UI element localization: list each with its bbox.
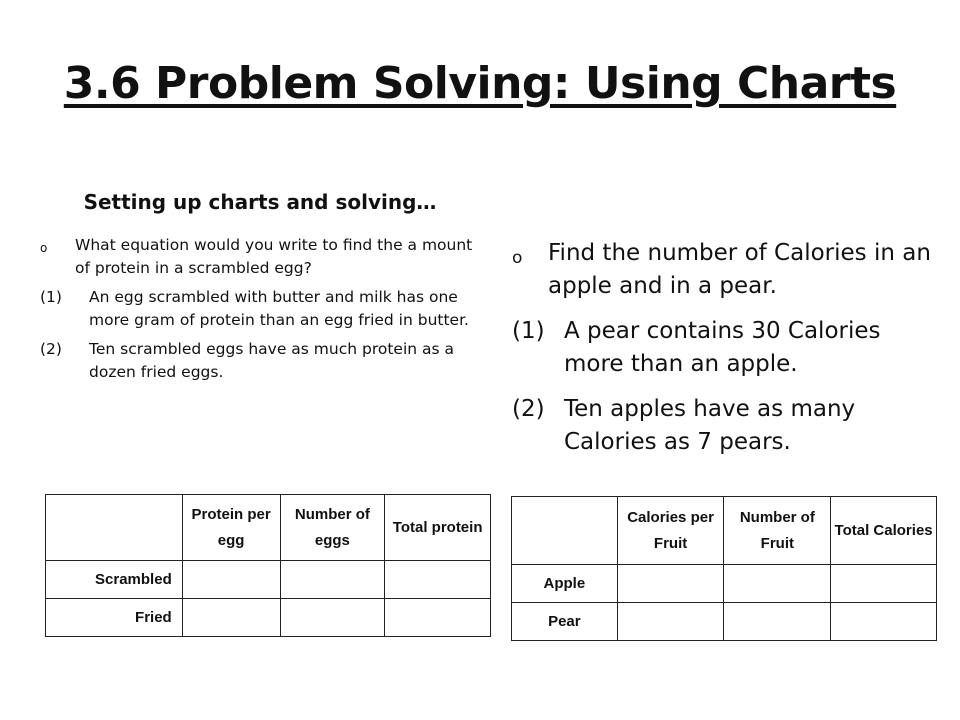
right-question xyxy=(512,237,932,303)
right-item-2-text: Ten apples have as many Calories as 7 pears. xyxy=(564,396,856,455)
table-cell xyxy=(280,599,385,637)
header-total-calories: Total Calories xyxy=(831,497,937,565)
table-corner-cell xyxy=(46,495,183,561)
header-number-of-fruit: Number of Fruit xyxy=(724,497,831,565)
left-item-2-text: Ten scrambled eggs have as much protein as a dozen fried eggs. xyxy=(89,340,455,381)
left-item-1 xyxy=(40,286,480,332)
table-row xyxy=(512,565,937,603)
header-protein-per-egg: Protein per egg xyxy=(182,495,280,561)
row-label-apple: Apple xyxy=(512,565,618,603)
section-subtitle: Setting up charts and solving… xyxy=(83,190,437,214)
table-cell xyxy=(182,599,280,637)
header-calories-per-fruit: Calories per Fruit xyxy=(617,497,724,565)
header-number-of-eggs: Number of eggs xyxy=(280,495,385,561)
row-label-scrambled: Scrambled xyxy=(46,561,183,599)
table-cell xyxy=(385,561,491,599)
table-cell xyxy=(617,565,724,603)
page-title: 3.6 Problem Solving: Using Charts xyxy=(63,58,897,109)
right-item-1-text: A pear contains 30 Calories more than an apple. xyxy=(564,318,881,377)
left-item-1-text: An egg scrambled with butter and milk has one more gram of protein than an egg fried in butter. xyxy=(89,288,469,329)
table-cell xyxy=(724,565,831,603)
left-question xyxy=(40,234,480,280)
bullet-marker: o xyxy=(40,241,48,255)
table-cell xyxy=(831,603,937,641)
table-header-row xyxy=(512,497,937,565)
right-question-text: Find the number of Calories in an apple and in a pear. xyxy=(548,240,931,299)
table-row xyxy=(46,599,491,637)
table-header-row xyxy=(46,495,491,561)
right-problem xyxy=(512,237,932,459)
calories-chart-table xyxy=(511,496,937,641)
left-question-text: What equation would you write to find the a mount of protein in a scrambled egg? xyxy=(75,236,473,277)
row-label-fried: Fried xyxy=(46,599,183,637)
item-number: (1) xyxy=(40,288,62,306)
table-row xyxy=(46,561,491,599)
bullet-marker: o xyxy=(512,248,523,268)
table-cell xyxy=(280,561,385,599)
left-item-2 xyxy=(40,338,480,384)
header-total-protein: Total protein xyxy=(385,495,491,561)
table-corner-cell xyxy=(512,497,618,565)
table-cell xyxy=(385,599,491,637)
right-item-2 xyxy=(512,393,932,459)
item-number: (1) xyxy=(512,318,545,344)
right-item-1 xyxy=(512,315,932,381)
table-cell xyxy=(182,561,280,599)
table-cell xyxy=(831,565,937,603)
table-cell xyxy=(617,603,724,641)
item-number: (2) xyxy=(40,340,62,358)
table-cell xyxy=(724,603,831,641)
left-problem xyxy=(40,234,480,384)
protein-chart-table xyxy=(45,494,491,637)
row-label-pear: Pear xyxy=(512,603,618,641)
item-number: (2) xyxy=(512,396,545,422)
table-row xyxy=(512,603,937,641)
